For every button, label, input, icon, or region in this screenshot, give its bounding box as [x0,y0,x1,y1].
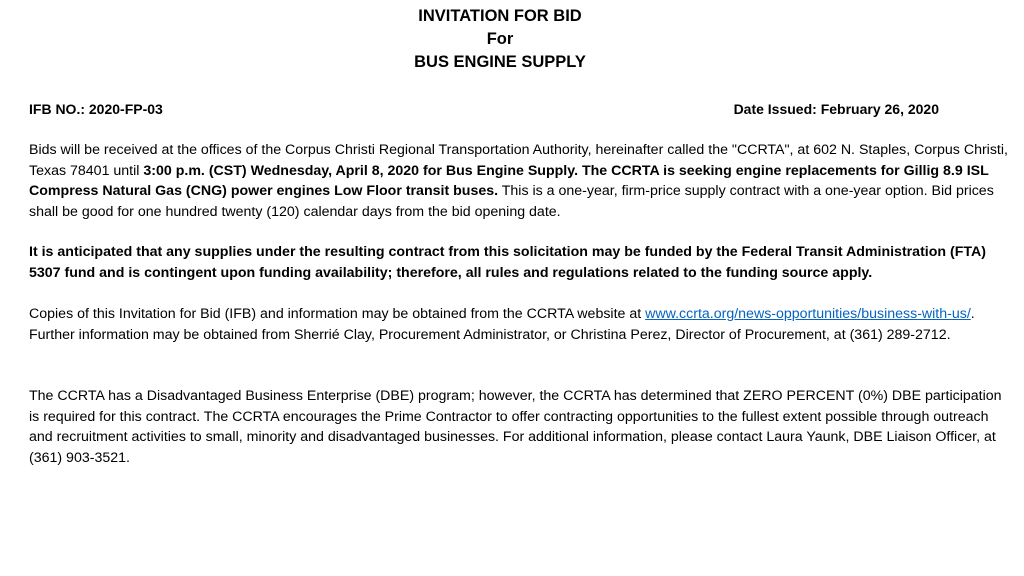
title-line-invitation: INVITATION FOR BID [418,7,582,25]
ifb-number: IFB NO.: 2020-FP-03 [29,101,163,117]
title-line-for: For [486,30,514,48]
date-issued: Date Issued: February 26, 2020 [733,101,939,117]
paragraph-copies-info [29,304,1009,345]
paragraph-bid-receipt-text-b: This is a one-year, firm-price supply contract with a one-year option. Bid prices shall be good for one hundred twenty (120) calendar days from the bid opening date. [29,183,994,221]
document-title [0,5,1000,74]
paragraph-copies-text-a: Copies of this Invitation for Bid (IFB) and information may be obtained from the CCRTA website at [29,306,646,322]
title-line-bus-engine-supply: BUS ENGINE SUPPLY [414,53,586,71]
paragraph-bid-receipt-bold: 3:00 p.m. (CST) Wednesday, April 8, 2020 for Bus Engine Supply. The CCRTA is seeking engine replacements for Gillig 8.9 ISL Compress Natural Gas (CNG) power engines Low Floor transit buses. [29,162,989,200]
paragraph-bid-receipt-text-a: Bids will be received at the offices of the Corpus Christi Regional Transportation Authority, hereinafter called the "CCRTA", at 602 N. Staples, Corpus Christi, Texas 78401 until [29,142,1008,179]
ccrta-website-link[interactable]: www.ccrta.org/news-opportunities/business-with-us/ [645,306,971,322]
paragraph-funding-notice: It is anticipated that any supplies under the resulting contract from this solicitation may be funded by the Federal Transit Administration (FTA) 5307 fund and is contingent upon funding availability; therefore, all rules and regulations related to the funding source apply. [29,244,986,281]
paragraph-copies-text-b: . Further information may be obtained from Sherrié Clay, Procurement Administrator, or Christina Perez, Director of Procurement, at (361) 289-2712. [29,306,975,343]
paragraph-dbe-program: The CCRTA has a Disadvantaged Business Enterprise (DBE) program; however, the CCRTA has determined that ZERO PERCENT (0%) DBE participation is required for this contract. The CCRTA encourages the Prime Contractor to offer contracting opportunities to the fullest extent possible through outreach and recruitment activities to small, minority and disadvantaged businesses. For additional information, please contact Laura Yaunk, DBE Liaison Officer, at (361) 903-3521. [29,388,1002,467]
paragraph-bid-receipt [29,140,1009,223]
